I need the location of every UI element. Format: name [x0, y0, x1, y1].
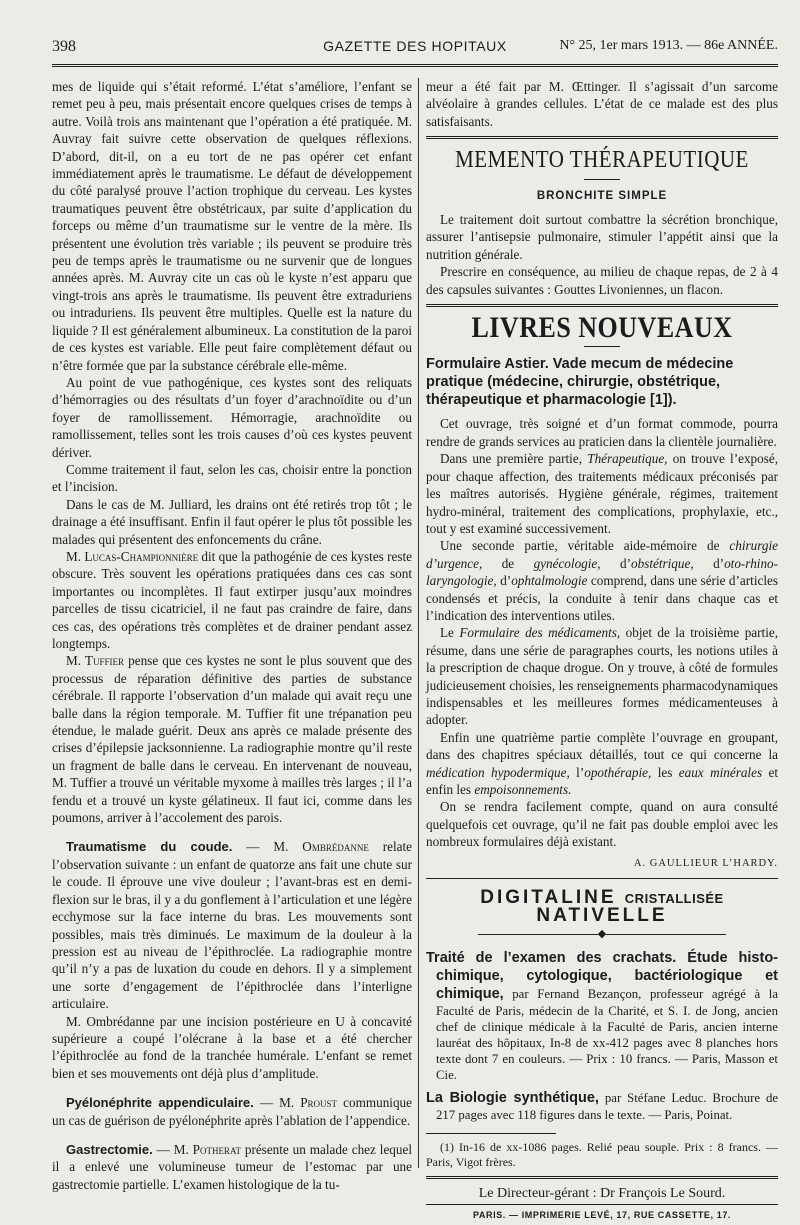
paragraph: Une seconde partie, véritable aide-mémoire de chirurgie d’urgence, de gynécologie, d’obstétrique, d’oto-rhino-laryngologie, d’ophtalmologie comprend, dans une série d’articles condensés et précis, la conduite à tenir dans chaque cas et l’indication des interventions utiles. — [426, 538, 779, 623]
paragraph-text: pense que ces kystes ne sont le plus souvent que des processus de réparation définitive des parties de substance cérébrale. Il rapporte l’observation d’un malade qui avait reçu une balle dans la région temporale. M. Tuffier fit une trépanation peu étendue, le malade guérit. Deux ans après ce malade présente des crises d’épilepsie jacksonnienne. La radiographie montre qu’il reste un fragment de balle dans le cerveau. En intervenant de nouveau, M. Tuffier a trouvé un véritable myxome à mailles très larges ; il l’a fendu et a trouvé un kyste gélatineux. Il faut ici, comme dans les poumons, arriver à l’accolement des parois. — [52, 653, 412, 826]
livres-section — [426, 310, 778, 345]
divider — [426, 304, 778, 307]
person-name: M. Lucas-Championnière — [66, 548, 199, 564]
book-details: par Fernand Bezançon, professeur agrégé à la Faculté de Paris, médecin de la Charité, et S. I. de Jong, ancien chef de clinique médicale à la Faculté de Paris, ancien interne lauréat des hôpitaux, In-8 de xx-412 pages avec 8 planches hors texte dont 7 en couleurs. — Prix : 10 francs. — Paris, Masson et Cie. — [436, 986, 779, 1082]
person-name: M. Tuffier — [66, 653, 124, 669]
book-details: par Stéfane Leduc. Brochure de 217 pages avec 118 figures dans le texte. — Paris, Poinat. — [436, 1090, 779, 1122]
section-subtitle: BRONCHITE SIMPLE — [536, 189, 668, 202]
section-heading: Gastrectomie. — [66, 1141, 153, 1157]
paragraph: Cet ouvrage, très soigné et d’un format commode, pourra rendre de grands services au praticien dans la clientèle journalière. — [426, 416, 778, 449]
paragraph: Prescrire en conséquence, au milieu de chaque repas, de 2 à 4 des capsules suivantes : Gouttes Livoniennes, un flacon. — [426, 264, 778, 297]
paragraph: meur a été fait par M. Œttinger. Il s’agissait d’un sarcome alvéolaire à grandes cellules. L’état de ce malade est des plus satisfaisants. — [426, 79, 778, 129]
footnote: (1) In-16 de xx-1086 pages. Relié peau souple. Prix : 8 francs. — Paris, Vigot frères. — [426, 1139, 778, 1169]
paragraph — [52, 652, 412, 826]
printer-line: PARIS. — IMPRIMERIE LEVÉ, 17, RUE CASSETTE, 17. — [472, 1210, 732, 1221]
book-title: La Biologie synthétique, — [426, 1089, 599, 1106]
running-header — [52, 38, 778, 62]
divider — [426, 136, 778, 139]
section-heading: Traumatisme du coude. — [66, 839, 233, 855]
paragraph-text: dit que la pathogénie de ces kystes reste obscure. Très souvent les opérations pratiquées dans ces cas sont importantes ou incomplètes. Il faut extirper jusqu’aux moindres parcelles de tissu cicatriciel, il ne faut pas craindre de faire, dans ces cas, des opérations très complètes et de drainer pendant assez longtemps. — [52, 548, 413, 651]
page-number: 398 — [52, 38, 76, 55]
section-title: MEMENTO THÉRAPEUTIQUE — [455, 145, 749, 173]
paragraph: Dans une première partie, Thérapeutique, on trouve l’exposé, pour chaque affection, des traitements médicaux préconisés par les maîtres autorisés. Hygiène générale, régimes, traitement hydro-minéral, traitement des complications, prophylaxie, etc., tout y est examiné successivement. — [426, 451, 779, 536]
ornament-divider: ◆ — [426, 929, 778, 939]
paragraph: Gastrectomie. — M. Potherat présente un malade chez lequel il a enlevé une volumineuse tumeur de l’estomac par une gastrectomie partielle. L’examen histologique de la tu- — [52, 1141, 413, 1192]
paragraph — [52, 548, 412, 652]
book-title: Formulaire Astier. Vade mecum de médecine pratique (médecine, chirurgie, obstétrique, thérapeutique et pharmacologie [1]). — [426, 356, 734, 409]
paragraph: M. Ombrédanne par une incision postérieure en U à concavité supérieure a coupé l’olécrane à la base et a été chercher l’épithroclée au fond de la tranchée humérale. L’enfant se remet bien et ses mouvements ont déjà plus d’amplitude. — [52, 1013, 412, 1081]
paragraph: mes de liquide qui s’était reformé. L’état s’améliore, l’enfant se remet peu à peu, mais présentait encore quelques crises de temps à autre. Voilà trois ans maintenant que l’opération a été pratiquée. M. Auvray fait suivre cette observation de quelques réflexions. D’abord, dit-il, on a eu tort de ne pas opérer cet enfant immédiatement après le traumatisme. Le défaut de développement du côté paralysé prouve l’action trophique du cerveau. Les kystes traumatiques peuvent être obstétricaux, par suite d’application du forceps ou même d’un traumatisme sur le ventre de la mère. Ils présentent une évolution très variable ; ils peuvent se produire très peu de temps après le traumatisme ou ne survenir que de longues années après. M. Auvray cite un cas où le kyste n’est apparu que vingt-trois ans après le traumatisme. Ils peuvent être extraduriens ou intraduriens. Ils peuvent être multiples. Quelle est la nature du liquide ? Il est généralement albumineux. La constitution de la paroi de ces kystes est variable. Elle peut faire complètement défaut ou n’être formée que par la substance cérébrale elle-même. — [52, 79, 412, 373]
column-rule — [418, 78, 419, 1168]
ad-word: NATIVELLE — [536, 905, 668, 927]
divider — [426, 1204, 778, 1205]
paragraph: Enfin une quatrième partie complète l’ouvrage en groupant, dans des chapitres spéciaux détaillés, tout ce qui concerne la médication hypodermique, l’opothérapie, les eaux minérales et enfin les empoisonnements. — [426, 729, 779, 797]
left-column — [52, 78, 412, 1193]
divider — [426, 1176, 778, 1179]
paragraph: Au point de vue pathogénique, ces kystes sont des reliquats d’hémorragies ou des résultats d’un foyer d’arachnoïdite ou d’un foyer de ramollissement. Hémorragie, arachnoïdite ou ramollissement, telles sont les trois causes d’où ces kystes peuvent dériver. — [52, 374, 412, 460]
paragraph: Le traitement doit surtout combattre la sécrétion bronchique, assurer l’antisepsie pulmonaire, stimuler l’appétit ainsi que la nutrition générale. — [426, 212, 778, 262]
divider — [584, 346, 620, 347]
person-name: M. Ombrédanne — [273, 839, 369, 855]
ad-word: CRISTALLISÉE — [624, 891, 724, 907]
section-heading: Pyélonéphrite appendiculaire. — [66, 1095, 254, 1111]
section-title: LIVRES NOUVEAUX — [471, 310, 733, 345]
book-entry — [426, 1089, 778, 1123]
person-name: M. Potherat — [173, 1141, 241, 1157]
person-name: M. Proust — [279, 1095, 338, 1111]
signature: A. GAULLIEUR L’HARDY. — [633, 857, 778, 869]
book-entry — [426, 949, 778, 1083]
paragraph: Le Formulaire des médicaments, objet de la troisième partie, résume, dans une série de paragraphes courts, les notions utiles à la prescription de chaque drogue. On y trouve, à côté de formules judicieusement choisies, les renseignements pharmacodynamiques indispensables et les meilleures formes médicamenteuses à adopter. — [426, 625, 779, 728]
paragraph: Pyélonéphrite appendiculaire. — M. Proust communique un cas de guérison de pyélonéphrite après l’ablation de l’appendice. — [52, 1095, 412, 1128]
director-line: Le Directeur-gérant : Dr François Le Sourd. — [478, 1185, 726, 1201]
memento-section — [426, 145, 778, 174]
paragraph: Comme traitement il faut, selon les cas, choisir entre la ponction et l’incision. — [52, 461, 412, 495]
journal-title: GAZETTE DES HOPITAUX — [323, 38, 507, 54]
header-rule — [52, 64, 778, 67]
paragraph-text: présente un malade chez lequel il a enlevé une volumineuse tumeur de l’estomac par une gastrectomie partielle. L’examen histologique de la tu- — [52, 1141, 413, 1192]
issue-info: N° 25, 1er mars 1913. — 86e ANNÉE. — [559, 38, 778, 53]
right-column — [426, 78, 778, 1225]
divider — [426, 1133, 556, 1134]
paragraph-text: relate l’observation suivante : un enfant de quatorze ans fait une chute sur le coude. Il éprouve une vive douleur ; l’avant-bras est en demi-flexion sur le bras, il y a du gonflement à l’articulation et une légère ecchymose sur la face interne du bras. Les mouvements sont possibles, mais très diminués. Le maximum de la douleur à la pression est au niveau de l’épithroclée. La radiographie montre qu’il n’y a pas de luxation du coude en dehors. Il y a simplement une sorte d’engagement de l’épithroclée dans l’interligne articulaire. — [52, 839, 413, 1012]
paragraph: On se rendra facilement compte, quand on aura consulté quelquefois cet ouvrage, qu’il ne fait pas double emploi avec les nombreux formulaires déjà existant. — [426, 799, 778, 850]
divider — [584, 179, 620, 180]
paragraph-text: communique un cas de guérison de pyélonéphrite après l’ablation de l’appendice. — [52, 1095, 412, 1128]
divider — [426, 878, 778, 879]
paragraph: Traumatisme du coude. — M. Ombrédanne relate l’observation suivante : un enfant de quatorze ans fait une chute sur le coude. Il éprouve une vive douleur ; l’avant-bras est en demi-flexion sur le bras, il y a du gonflement à l’articulation et une légère ecchymose sur la face interne du bras. Les mouvements sont possibles, mais très diminués. Le maximum de la douleur à la pression est au niveau de l’épithroclée. La radiographie montre qu’il n’y a pas de luxation du coude en dehors. Il y a simplement une sorte d’engagement de l’épithroclée dans l’interligne articulaire. — [52, 839, 413, 1012]
book-title: Traité de l’examen des crachats. Étude histo-chimique, cytologique, bactériologique et chimique, — [426, 949, 778, 1002]
advertisement — [426, 889, 778, 925]
paragraph: Dans le cas de M. Julliard, les drains ont été retirés trop tôt ; le drainage a été insuffisant. Enfin il faut opérer le plus tôt possible les malades qui présentent des enfoncements du crâne. — [52, 496, 412, 547]
ad-word: DIGITALINE — [480, 887, 617, 909]
